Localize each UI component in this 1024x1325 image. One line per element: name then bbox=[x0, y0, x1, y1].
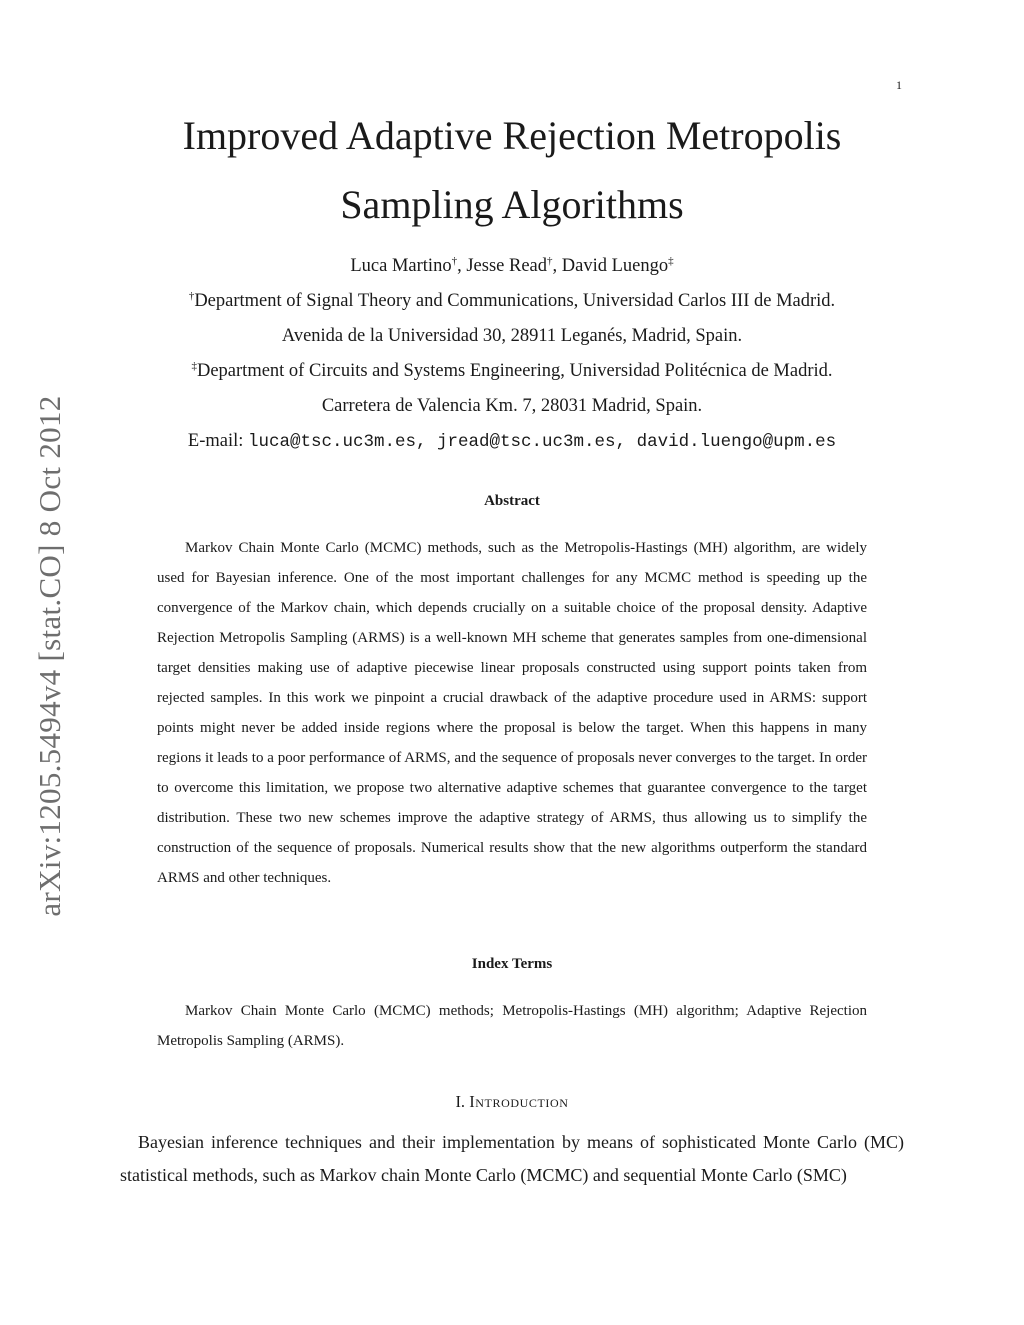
arxiv-identifier: arXiv:1205.5494v4 [stat.CO] 8 Oct 2012 bbox=[32, 395, 67, 917]
section-title: Introduction bbox=[469, 1092, 569, 1111]
affiliation-2-name: Department of Circuits and Systems Engineering, Universidad Politécnica de Madrid. bbox=[196, 361, 833, 381]
introduction-text: Bayesian inference techniques and their implementation by means of sophisticated Monte Carlo (MC) statistical methods, such as Markov chain Monte Carlo (MCMC) and sequential Monte Carlo (SMC) bbox=[120, 1132, 904, 1185]
affiliation-mark: † bbox=[547, 255, 553, 267]
paper-title-line-1: Improved Adaptive Rejection Metropolis bbox=[182, 113, 842, 158]
affiliation-1-name: Department of Signal Theory and Communications, Universidad Carlos III de Madrid. bbox=[194, 291, 836, 311]
page-number: 1 bbox=[896, 78, 902, 92]
author-name: Jesse Read bbox=[466, 256, 547, 276]
author-name: David Luengo bbox=[561, 256, 669, 276]
affiliation-mark: ‡ bbox=[191, 360, 197, 372]
affiliation-2-address: Carretera de Valencia Km. 7, 28031 Madrid, Spain. bbox=[321, 396, 703, 416]
affiliation-1-address: Avenida de la Universidad 30, 28911 Leganés, Madrid, Spain. bbox=[281, 326, 743, 346]
email-addresses[interactable]: luca@tsc.uc3m.es, jread@tsc.uc3m.es, david.luengo@upm.es bbox=[248, 432, 837, 452]
affiliation-mark: ‡ bbox=[668, 255, 674, 267]
index-terms-heading: Index Terms bbox=[471, 956, 553, 972]
affiliation-1 bbox=[0, 289, 1024, 313]
affiliation-mark: † bbox=[188, 290, 195, 302]
abstract-text: Markov Chain Monte Carlo (MCMC) methods, such as the Metropolis-Hastings (MH) algorithm, are widely used for Bayesian inference. One of the most important challenges for any MCMC method is speeding up the convergence of the Markov chain, which depends crucially on a suitable choice of the proposal density. Adaptive Rejection Metropolis Sampling (ARMS) is a well-known MH scheme that generates samples from one-dimensional target densities making use of adaptive piecewise linear proposals constructed using support points taken from rejected samples. In this work we pinpoint a crucial drawback of the adaptive procedure used in ARMS: support points might never be added inside regions where the proposal is below the target. When this happens in many regions it leads to a poor performance of ARMS, and the sequence of proposals never converges to the target. In order to overcome this limitation, we propose two alternative adaptive schemes that guarantee convergence to the target distribution. These two new schemes improve the adaptive strategy of ARMS, thus allowing us to simplify the construction of the sequence of proposals. Numerical results show that the new algorithms outperform the standard ARMS and other techniques. bbox=[157, 540, 867, 886]
author-name: Luca Martino bbox=[350, 256, 452, 276]
paper-title-line-2: Sampling Algorithms bbox=[340, 182, 684, 227]
email-label: E-mail: bbox=[187, 431, 244, 451]
affiliation-mark: † bbox=[451, 255, 458, 267]
affiliation-2 bbox=[0, 359, 1024, 383]
introduction-heading bbox=[0, 1091, 1024, 1113]
email-line bbox=[0, 429, 1024, 454]
abstract-heading: Abstract bbox=[484, 493, 540, 509]
section-number: I. bbox=[455, 1092, 466, 1111]
index-terms-text: Markov Chain Monte Carlo (MCMC) methods; Metropolis-Hastings (MH) algorithm; Adaptive Rejection Metropolis Sampling (ARMS). bbox=[157, 1003, 867, 1049]
author-list: Luca Martino†, Jesse Read†, David Luengo‡ bbox=[350, 255, 674, 276]
